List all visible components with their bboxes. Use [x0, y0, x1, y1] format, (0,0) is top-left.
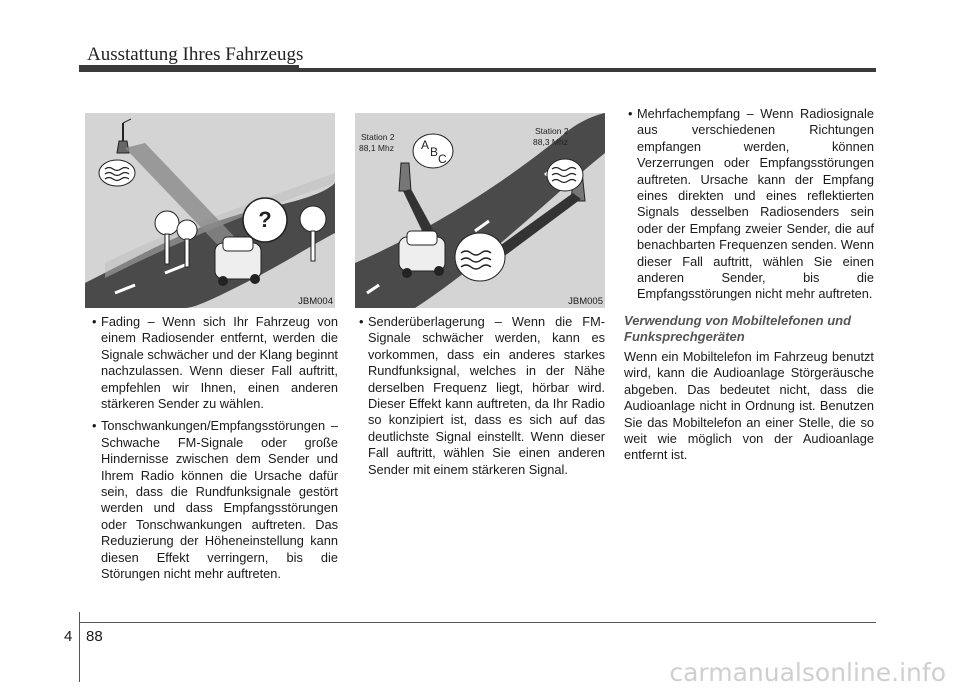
page-header-title: Ausstattung Ihres Fahrzeugs	[87, 44, 304, 65]
radio-tower-left-icon	[399, 163, 411, 191]
bullet-tonschwankungen: • Tonschwankungen/Empfangsstörungen – Schwache FM-Signale oder große Hindernisse zwischen dem Sender und Ihrem Radio können die Ursache dafür sein, dass die Rundfunksignale gestört werden und dass Empfangsstörungen oder Tonschwankungen auftreten. Das Reduzierung der Höheneinstellung kann diesen Effekt verringern, bis die Störungen nicht mehr auftreten.	[88, 418, 338, 582]
question-mark: ?	[258, 207, 272, 232]
car-icon	[399, 231, 445, 278]
bullet-fading: • Fading – Wenn sich Ihr Fahrzeug von einem Radiosender entfernt, werden die Signale schwächer und der Klang beginnt nachzulassen. Wenn dieser Fall auftritt, empfehlen wir Ihnen, einen anderen stärkeren Sender zu wählen.	[88, 314, 338, 412]
station-label-right: Station 2	[535, 126, 569, 136]
overlap-illustration	[355, 113, 605, 308]
figure-fading	[85, 113, 335, 308]
letter-c: C	[438, 152, 447, 166]
paragraph-mobiltelefone: Wenn ein Mobiltelefon im Fahrzeug benutzt wird, kann die Audioanlage Störgeräusche abgeben. Das bedeutet nicht, dass die Audioanlage nicht in Ordnung ist. Benutzen Sie das Mobiltelefon an einer Stelle, die so weit wie möglich von der Audioanlage entfernt ist.	[624, 348, 874, 463]
frequency-label-left: 88,1 Mhz	[359, 143, 394, 153]
frequency-label-right: 88,3 Mhz	[533, 137, 568, 147]
column-middle	[355, 314, 605, 484]
column-left	[88, 314, 338, 589]
figure-code: JBM004	[298, 296, 333, 307]
footer-rule	[79, 622, 876, 623]
column-right	[624, 106, 874, 464]
figure-code: JBM005	[568, 296, 603, 307]
watermark: carmanualsonline.info	[669, 658, 946, 687]
fading-illustration	[85, 113, 335, 308]
page-number: 88	[86, 628, 103, 645]
bullet-senderueberlagerung: • Senderüberlagerung – Wenn die FM-Signale schwächer werden, kann es vorkommen, dass ein anderes starkes Rundfunksignal, welches in der Nähe derselben Frequenz liegt, hörbar wird. Dieser Effekt kann auftreten, da Ihr Radio so konzipiert ist, dass es sich auf das deutlichste Signal einstellt. Wenn dieser Fall auftritt, wählen Sie einen anderen Sender mit einem stärkeren Signal.	[355, 314, 605, 478]
car-icon	[215, 237, 261, 286]
bullet-mehrfachempfang: • Mehrfachempfang – Wenn Radiosignale aus verschiedenen Richtungen empfangen werden, können Verzerrungen oder Empfangsstörungen auftreten. Ursache kann der Empfang eines direkten und eines reflektierten Signals desselben Radiosenders sein oder der Empfang zweier Sender, die auf benachbarten Frequenzen senden. Wenn dieser Fall auftritt, wählen Sie einen anderen Sender, bis die Empfangsstörungen nicht mehr auftreten.	[624, 106, 874, 303]
figure-station-overlap	[355, 113, 605, 308]
chapter-number: 4	[64, 628, 73, 645]
header-rule	[79, 68, 876, 72]
section-heading-mobiltelefone: Verwendung von Mobiltelefonen und Funksprechgeräten	[624, 312, 852, 344]
letter-b: B	[430, 145, 439, 159]
letter-a: A	[421, 138, 430, 152]
station-label-left: Station 2	[361, 132, 395, 142]
